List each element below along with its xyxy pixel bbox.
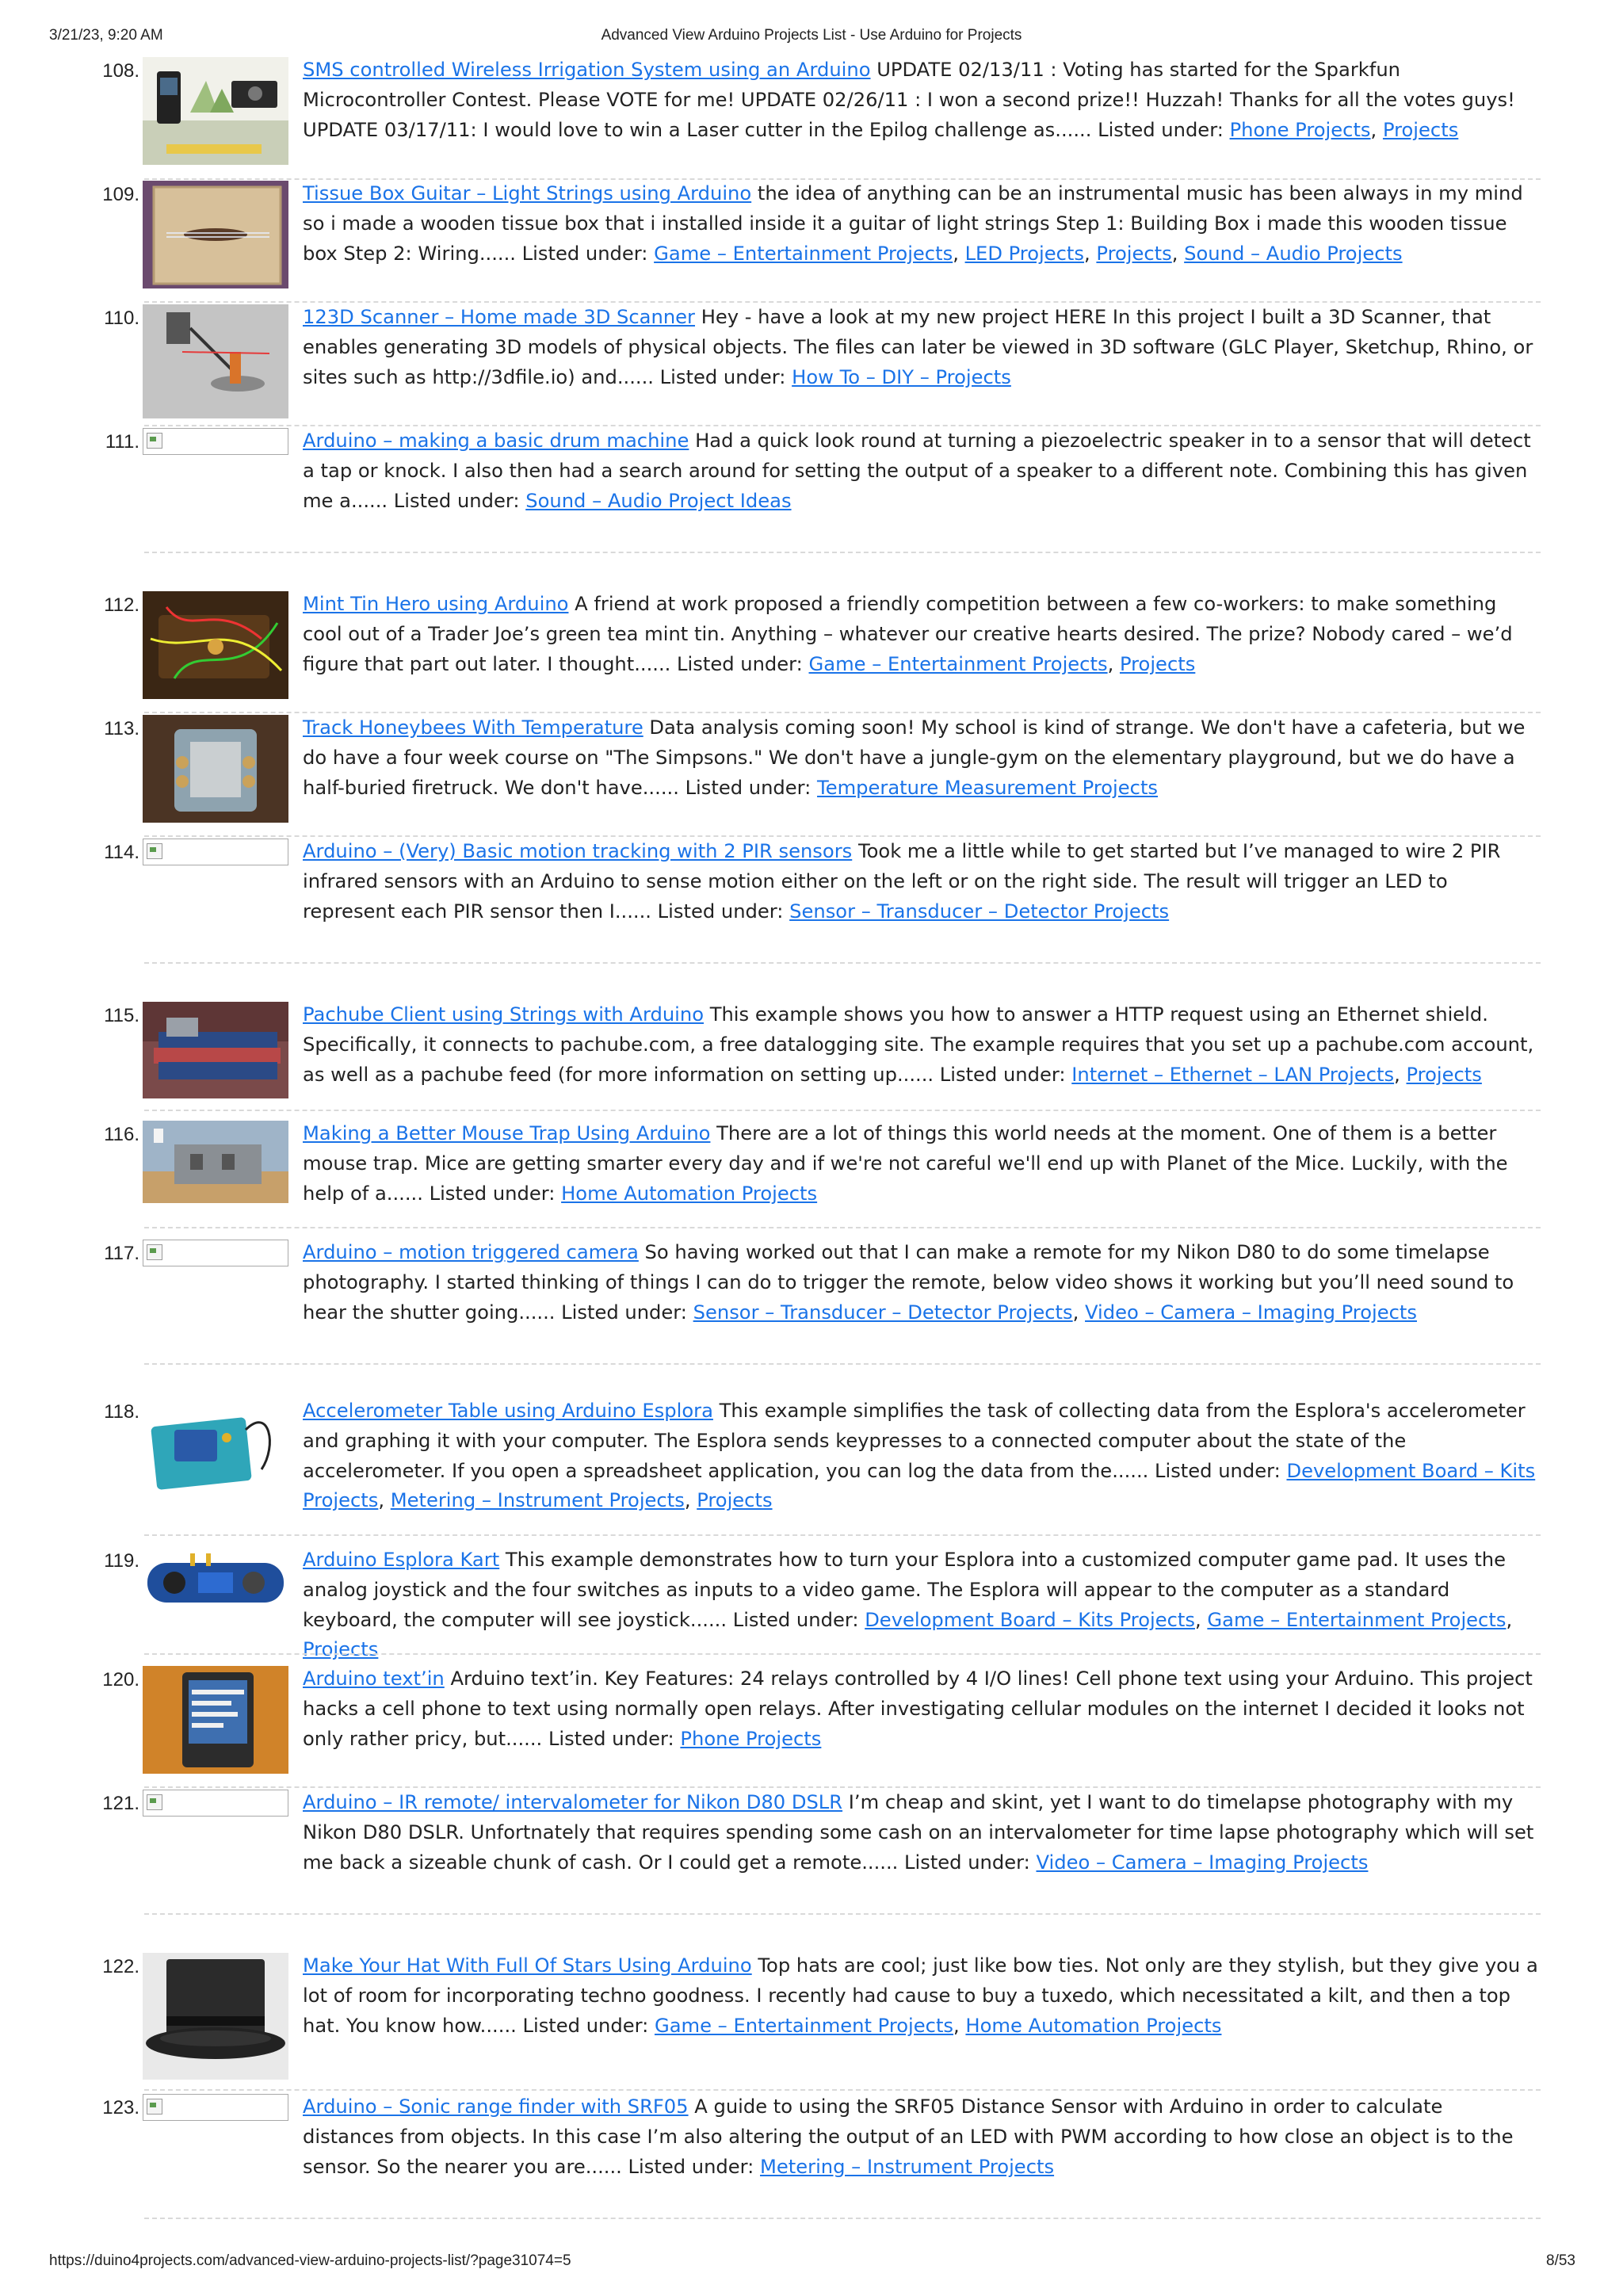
item-number: 114.	[104, 842, 139, 863]
project-thumbnail[interactable]	[143, 1121, 288, 1203]
item-text	[303, 837, 1539, 926]
project-description: This example demonstrates how to turn your Esplora into a customized computer game pad. It uses the analog joystick and the four switches as inputs to a video game. The Esplora will appear to the computer as a standard keyboard, the computer will see joystick...... Listed under:	[303, 1549, 1507, 1631]
category-link[interactable]: Temperature Measurement Projects	[817, 776, 1159, 799]
item-text: Arduino Esplora Kart This example demonstrates how to turn your Esplora into a customized computer game pad. It uses the analog joystick and the four switches as inputs to a video game. The Esplora will appear to the computer as a standard keyboard, the computer will see joystick...... Listed under: Development Board – Kits Projects, Game – Entertainment Projects, Projects	[303, 1549, 1513, 1661]
print-footer	[0, 2252, 1623, 2276]
category-link[interactable]: Projects	[1096, 242, 1172, 265]
project-link[interactable]: Accelerometer Table using Arduino Esplora	[303, 1400, 713, 1422]
project-description: Took me a little while to get started but I’ve managed to wire 2 PIR infrared sensors with an Arduino to sense motion either on the left or on the right side. The result will trigger an LED to represent each PIR sensor then I...... Listed under:	[303, 840, 1501, 923]
project-description: Had a quick look round at turning a piezoelectric speaker in to a sensor that will detect a tap or knock. I also then had a search around for setting the output of a speaker to a different note. Combining this has given me a...... Listed under:	[303, 430, 1531, 512]
project-description: This example shows you how to answer a HTTP request using an Ethernet shield. Specifically, it connects to pachube.com, a free datalogging site. The example requires that you set up a pachube.com account, as well as a pachube feed (for more information on setting up...... Listed under:	[303, 1003, 1534, 1086]
project-thumbnail[interactable]	[143, 1398, 288, 1493]
item-divider	[144, 1227, 1541, 1228]
category-link[interactable]: Game – Entertainment Projects	[808, 652, 1108, 675]
category-link[interactable]: Game – Entertainment Projects	[654, 2014, 954, 2037]
print-header	[0, 27, 1623, 51]
project-description: So having worked out that I can make a remote for my Nikon D80 to do some timelapse photography. I started thinking of things I can do to trigger the remote, below video shows it working but you’ll need sound to hear the shutter going...... Listed under:	[303, 1241, 1514, 1324]
category-link[interactable]: Projects	[697, 1489, 773, 1512]
category-link[interactable]: Development Board – Kits Projects	[865, 1608, 1195, 1631]
project-link[interactable]: 123D Scanner – Home made 3D Scanner	[303, 306, 695, 328]
item-number: 115.	[104, 1005, 139, 1026]
project-description: A friend at work proposed a friendly competition between a few co-workers: to make something cool out of a Trader Joe’s green tea mint tin. Anything – whatever our creative hearts desired. The prize? Nobody cared – we’d figure that part out later. I thought...... Listed under:	[303, 593, 1513, 675]
broken-image-icon	[143, 428, 288, 455]
category-link[interactable]: Sensor – Transducer – Detector Projects	[693, 1301, 1073, 1324]
category-link[interactable]: Phone Projects	[680, 1727, 822, 1750]
item-number: 117.	[104, 1243, 139, 1264]
project-link[interactable]: Arduino – IR remote/ intervalometer for Nikon D80 DSLR	[303, 1791, 843, 1813]
broken-image-icon	[143, 1240, 288, 1266]
item-divider	[144, 1534, 1541, 1536]
project-description: UPDATE 02/13/11 : Voting has started for the Sparkfun Microcontroller Contest. Please VOTE for me! UPDATE 02/26/11 : I won a second prize!! Huzzah! Thanks for all the votes guys! UPDATE 03/17/11: I would love to win a Laser cutter in the Epilog challenge as...... Listed under:	[303, 59, 1515, 141]
category-link[interactable]: Development Board – Kits Projects	[303, 1459, 1536, 1512]
broken-image-icon	[143, 2094, 288, 2121]
category-link[interactable]: Home Automation Projects	[561, 1182, 818, 1205]
item-text	[303, 303, 1539, 392]
item-text: Make Your Hat With Full Of Stars Using Arduino Top hats are cool; just like bow ties. Not only are they stylish, but they give you a lot of room for incorporating techno goodness. I recently had cause to buy a tuxedo, which necessitated a kilt, and then a top hat. You know how...... Listed under: Game – Entertainment Projects, Home Automation Projects	[303, 1954, 1538, 2037]
item-divider	[144, 1110, 1541, 1111]
item-text	[303, 1664, 1539, 1754]
category-link[interactable]: Sound – Audio Project Ideas	[525, 489, 792, 512]
project-link[interactable]: Arduino text’in	[303, 1668, 445, 1690]
project-description: There are a lot of things this world needs at the moment. One of them is a better mouse trap. Mice are getting smarter every day and if we're not careful we'll end up with Planet of the Mice. Luckily, with the help of a...... Listed under:	[303, 1122, 1508, 1205]
project-link[interactable]: Arduino Esplora Kart	[303, 1549, 500, 1571]
item-text: Accelerometer Table using Arduino Esplora This example simplifies the task of collecting data from the Esplora's accelerometer and graphing it with your computer. The Esplora sends keypresses to a connected computer about the state of the accelerometer. If you open a spreadsheet application, you can log the data from the...... Listed under: Development Board – Kits Projects, Metering – Instrument Projects, Projects	[303, 1400, 1536, 1512]
item-text	[303, 1119, 1539, 1209]
project-thumbnail[interactable]	[143, 181, 288, 288]
project-description: Hey - have a look at my new project HERE In this project I built a 3D Scanner, that enables generating 3D models of physical objects. The files can later be viewed in 3D software (GLC Player, Sketchup, Rhino, or sites such as http://3dfile.io) and...... Listed under:	[303, 306, 1533, 388]
item-divider	[144, 552, 1541, 553]
item-text: Tissue Box Guitar – Light Strings using Arduino the idea of anything can be an instrumental music has been always in my mind so i made a wooden tissue box that i installed inside it a guitar of light strings Step 1: Building Box i made this wooden tissue box Step 2: Wiring...... Listed under: Game – Entertainment Projects, LED Projects, Projects, Sound – Audio Projects	[303, 182, 1523, 265]
project-description: Arduino text’in. Key Features: 24 relays controlled by 4 I/O lines! Cell phone text using your Arduino. This project hacks a cell phone to text using normally open relays. After investigating cellular modules on the internet I decided it looks not only rather pricy, but...... Listed under:	[303, 1668, 1533, 1750]
project-link[interactable]: Arduino – Sonic range finder with SRF05	[303, 2095, 689, 2118]
category-link[interactable]: How To – DIY – Projects	[792, 365, 1011, 388]
item-number: 112.	[104, 594, 139, 616]
category-link[interactable]: LED Projects	[964, 242, 1085, 265]
item-text	[303, 2092, 1539, 2182]
project-thumbnail[interactable]	[143, 591, 288, 699]
item-number: 116.	[104, 1124, 139, 1145]
item-number: 123.	[102, 2097, 139, 2118]
item-number: 111.	[105, 431, 139, 453]
project-thumbnail[interactable]	[143, 1547, 288, 1612]
category-link[interactable]: Projects	[303, 1638, 379, 1661]
project-link[interactable]: Making a Better Mouse Trap Using Arduino	[303, 1122, 711, 1144]
item-text: Arduino – motion triggered camera So having worked out that I can make a remote for my Nikon D80 to do some timelapse photography. I started thinking of things I can do to trigger the remote, below video shows it working but you’ll need sound to hear the shutter going...... Listed under: Sensor – Transducer – Detector Projects, Video – Camera – Imaging Projects	[303, 1241, 1514, 1324]
item-number: 118.	[104, 1401, 139, 1423]
project-thumbnail[interactable]	[143, 304, 288, 418]
category-link[interactable]: Metering – Instrument Projects	[390, 1489, 685, 1512]
item-divider	[144, 2089, 1541, 2091]
broken-image-icon	[143, 1790, 288, 1817]
item-text: SMS controlled Wireless Irrigation System using an Arduino UPDATE 02/13/11 : Voting has started for the Sparkfun Microcontroller Contest. Please VOTE for me! UPDATE 02/26/11 : I won a second prize!! Huzzah! Thanks for all the votes guys! UPDATE 03/17/11: I would love to win a Laser cutter in the Epilog challenge as...... Listed under: Phone Projects, Projects	[303, 59, 1515, 141]
item-text	[303, 713, 1539, 803]
category-link[interactable]: Metering – Instrument Projects	[760, 2155, 1055, 2178]
category-link[interactable]: Sensor – Transducer – Detector Projects	[789, 900, 1170, 923]
project-thumbnail[interactable]	[143, 57, 288, 165]
project-link[interactable]: Track Honeybees With Temperature	[303, 716, 643, 739]
item-number: 119.	[104, 1550, 139, 1572]
category-link[interactable]: Game – Entertainment Projects	[654, 242, 953, 265]
item-number: 122.	[102, 1956, 139, 1977]
category-link[interactable]: Video – Camera – Imaging Projects	[1085, 1301, 1417, 1324]
category-link[interactable]: Phone Projects	[1229, 118, 1371, 141]
project-description: the idea of anything can be an instrumental music has been always in my mind so i made a wooden tissue box that i installed inside it a guitar of light strings Step 1: Building Box i made this wooden tissue box Step 2: Wiring...... Listed under:	[303, 182, 1523, 265]
item-divider	[144, 962, 1541, 964]
item-number: 113.	[104, 718, 139, 739]
project-link[interactable]: Make Your Hat With Full Of Stars Using Arduino	[303, 1954, 752, 1977]
item-text	[303, 426, 1539, 516]
project-description: I’m cheap and skint, yet I want to do timelapse photography with my Nikon D80 DSLR. Unfortnately that requires spending some cash on an intervalometer for time lapse photography which will set me back a sizeable chunk of cash. Or I could get a remote...... Listed under:	[303, 1791, 1534, 1874]
category-link[interactable]: Video – Camera – Imaging Projects	[1036, 1851, 1369, 1874]
category-link[interactable]: Home Automation Projects	[965, 2014, 1222, 2037]
project-link[interactable]: Arduino – motion triggered camera	[303, 1241, 639, 1263]
project-description: Top hats are cool; just like bow ties. Not only are they stylish, but they give you a lot of room for incorporating techno goodness. I recently had cause to buy a tuxedo, which necessitated a kilt, and then a top hat. You know how...... Listed under:	[303, 1954, 1538, 2037]
project-link[interactable]: Arduino – making a basic drum machine	[303, 430, 689, 452]
project-description: Data analysis coming soon! My school is kind of strange. We don't have a cafeteria, but we do have a four week course on "The Simpsons." We don't have a jungle-gym on the elementary playground, but we do have a half-buried firetruck. We don't have...... Listed under:	[303, 716, 1526, 799]
category-link[interactable]: Projects	[1382, 118, 1459, 141]
project-thumbnail[interactable]	[143, 1666, 288, 1774]
print-datetime: 3/21/23, 9:20 AM	[49, 27, 163, 44]
item-divider	[144, 1653, 1541, 1655]
category-link[interactable]: Game – Entertainment Projects	[1207, 1608, 1507, 1631]
item-number: 108.	[102, 60, 139, 82]
project-thumbnail[interactable]	[143, 1002, 288, 1098]
project-link[interactable]: Arduino – (Very) Basic motion tracking with 2 PIR sensors	[303, 840, 853, 862]
project-link[interactable]: Pachube Client using Strings with Arduino	[303, 1003, 705, 1026]
project-link[interactable]: Tissue Box Guitar – Light Strings using Arduino	[303, 182, 752, 204]
item-number: 110.	[104, 308, 139, 329]
project-link[interactable]: Mint Tin Hero using Arduino	[303, 593, 569, 615]
category-link[interactable]: Sound – Audio Projects	[1184, 242, 1403, 265]
item-text: Pachube Client using Strings with Arduino This example shows you how to answer a HTTP request using an Ethernet shield. Specifically, it connects to pachube.com, a free datalogging site. The example requires that you set up a pachube.com account, as well as a pachube feed (for more information on setting up...... Listed under: Internet – Ethernet – LAN Projects, Projects	[303, 1003, 1534, 1086]
category-link[interactable]: Projects	[1119, 652, 1196, 675]
project-description: A guide to using the SRF05 Distance Sensor with Arduino in order to calculate distances from objects. In this case I’m also altering the output of an LED with PWM according to how close an object is to the sensor. So the nearer you are...... Listed under:	[303, 2095, 1514, 2178]
item-text: Mint Tin Hero using Arduino A friend at work proposed a friendly competition between a few co-workers: to make something cool out of a Trader Joe’s green tea mint tin. Anything – whatever our creative hearts desired. The prize? Nobody cared – we’d figure that part out later. I thought...... Listed under: Game – Entertainment Projects, Projects	[303, 593, 1513, 675]
project-description: This example simplifies the task of collecting data from the Esplora's accelerometer and graphing it with your computer. The Esplora sends keypresses to a connected computer about the state of the accelerometer. If you open a spreadsheet application, you can log the data from the...... Listed under:	[303, 1400, 1526, 1482]
broken-image-icon	[143, 839, 288, 865]
print-url: https://duino4projects.com/advanced-view-arduino-projects-list/?page31074=5	[49, 2252, 571, 2269]
item-number: 120.	[102, 1669, 139, 1690]
print-page-number: 8/53	[1546, 2252, 1575, 2269]
item-divider	[144, 1913, 1541, 1915]
print-page-title: Advanced View Arduino Projects List - Use Arduino for Projects	[601, 27, 1022, 44]
category-link[interactable]: Internet – Ethernet – LAN Projects	[1071, 1063, 1395, 1086]
project-link[interactable]: SMS controlled Wireless Irrigation System using an Arduino	[303, 59, 871, 81]
category-link[interactable]: Projects	[1406, 1063, 1482, 1086]
item-number: 121.	[102, 1793, 139, 1814]
item-divider	[144, 1363, 1541, 1365]
project-thumbnail[interactable]	[143, 715, 288, 823]
item-text	[303, 1788, 1539, 1878]
project-thumbnail[interactable]	[143, 1953, 288, 2080]
item-divider	[144, 2218, 1541, 2219]
item-number: 109.	[102, 184, 139, 205]
